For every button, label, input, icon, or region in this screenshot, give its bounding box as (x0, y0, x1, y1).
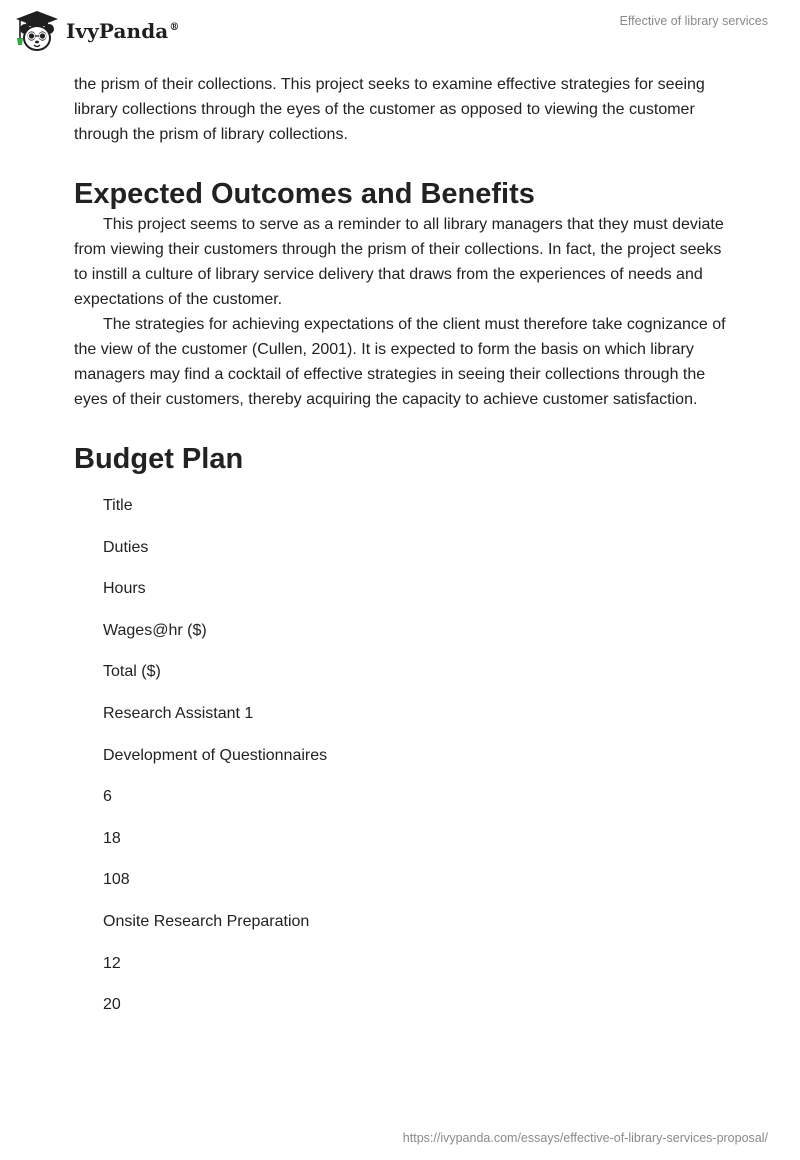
budget-item: 12 (103, 954, 121, 972)
budget-plan-list (74, 493, 730, 1017)
budget-heading: Budget Plan (74, 443, 244, 475)
panda-graduate-icon (14, 8, 60, 54)
budget-item: 18 (103, 829, 121, 847)
essay-content (74, 72, 730, 1034)
source-url[interactable]: https://ivypanda.com/essays/effective-of-library-services-proposal/ (402, 1131, 768, 1145)
budget-item: Title (103, 497, 133, 514)
budget-item: 6 (103, 788, 112, 806)
budget-item: Total ($) (103, 663, 161, 681)
budget-item: 20 (103, 996, 121, 1014)
budget-item: 108 (103, 871, 130, 889)
budget-item: Development of Questionnaires (103, 746, 328, 764)
budget-item: Research Assistant 1 (103, 704, 254, 722)
budget-item: Onsite Research Preparation (103, 912, 310, 930)
budget-item: Wages@hr ($) (103, 621, 207, 639)
registered-mark: ® (169, 22, 180, 34)
intro-paragraph: the prism of their collections. This project seeks to examine effective strategies for seeing library collections through the eyes of the customer as opposed to viewing the customer through the prism of library collections. (74, 76, 705, 143)
ivypanda-logo[interactable] (14, 8, 179, 54)
outcomes-paragraph: This project seems to serve as a reminder to all library managers that they must deviate from viewing their customers through the prism of their collections. In fact, the project seeks to instill a culture of library service delivery that draws from the experiences of needs and expectations of the customer. (74, 216, 724, 308)
budget-item: Duties (103, 538, 149, 556)
page-title: Effective of library services (619, 14, 768, 28)
brand-name: IvyPanda® (66, 19, 180, 43)
page-header (0, 0, 800, 64)
outcomes-paragraph: The strategies for achieving expectations of the client must therefore take cognizance of the view of the customer (Cullen, 2001). It is expected to form the basis on which library managers may find a cocktail of effective strategies in seeing their collections through the eyes of their customers, thereby acquiring the capacity to achieve customer satisfaction. (74, 316, 726, 408)
outcomes-heading: Expected Outcomes and Benefits (74, 178, 535, 210)
budget-item: Hours (103, 580, 146, 598)
